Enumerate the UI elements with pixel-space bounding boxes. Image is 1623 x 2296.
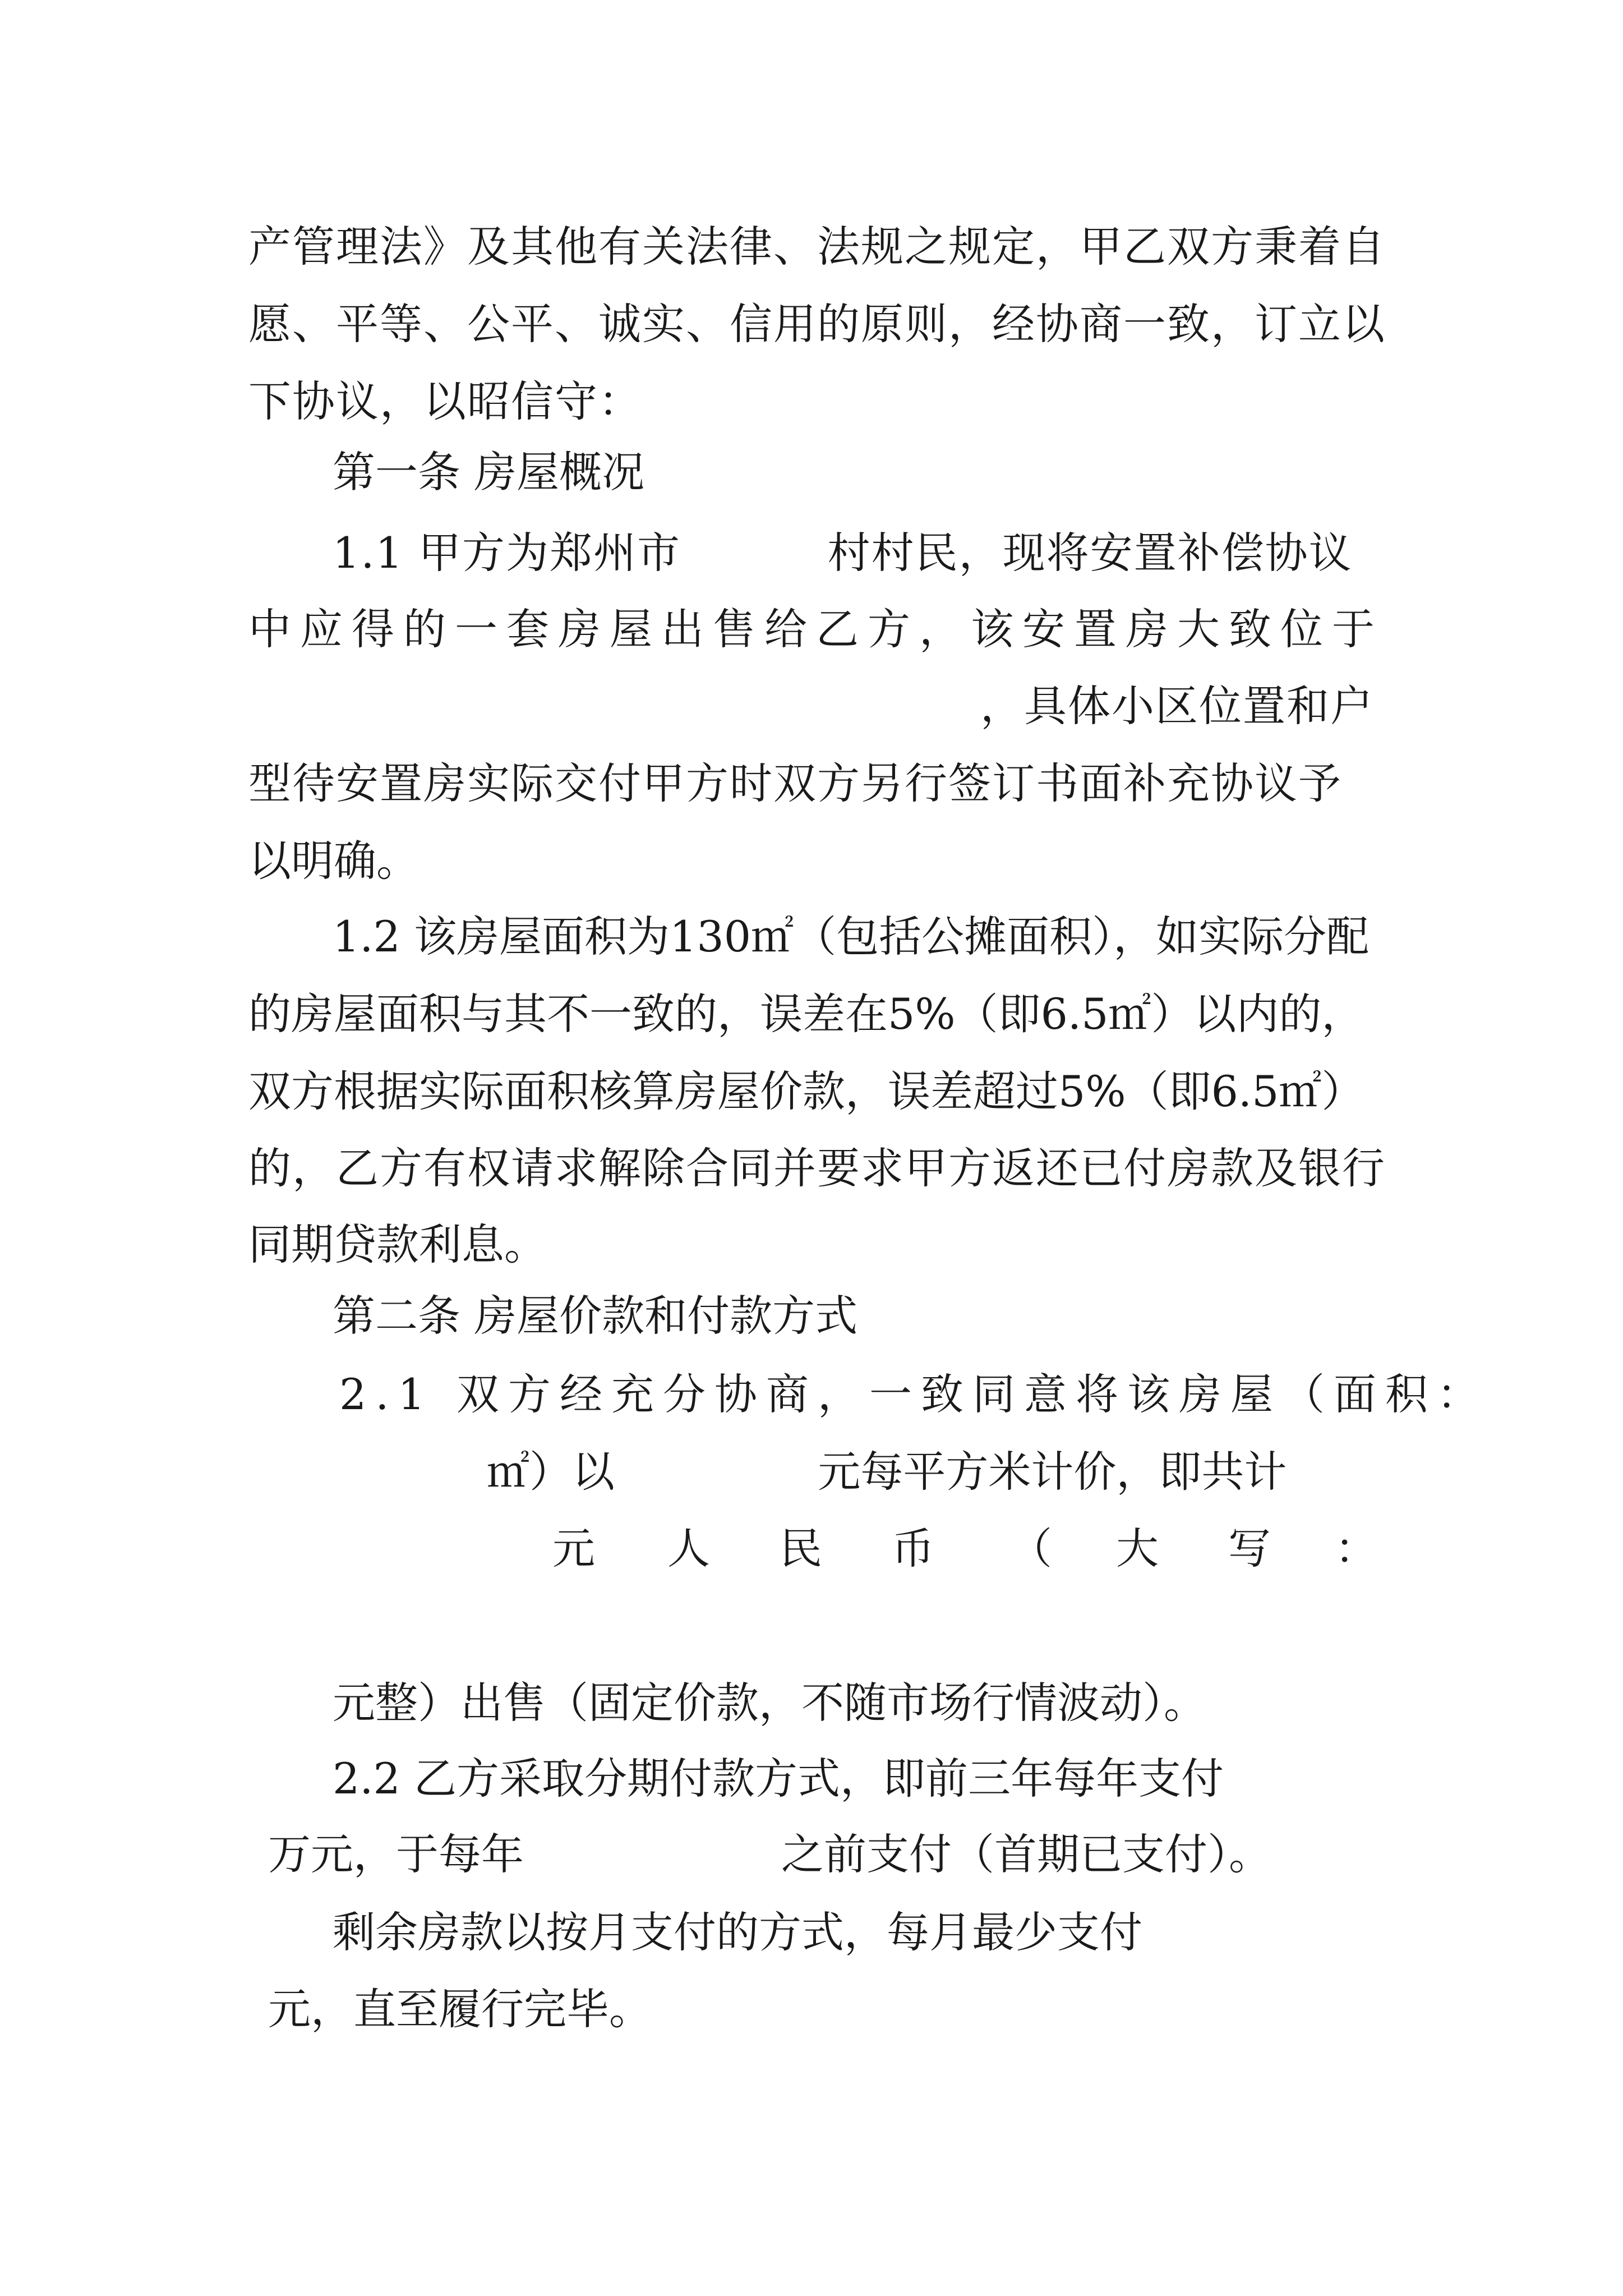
- text-line-17: ㎡）以 元每平方米计价，即共计: [487, 1447, 1287, 1497]
- section-heading-2: 第二条 房屋价款和付款方式: [333, 1291, 858, 1341]
- text-line-1: 产管理法》及其他有关法律、法规之规定，甲乙双方秉着自: [248, 222, 1386, 272]
- text-line-7: ，具体小区位置和户: [980, 681, 1374, 731]
- spread-char-6: 大: [1116, 1524, 1159, 1573]
- spread-char-5: （: [1009, 1524, 1052, 1573]
- text-line-21: 剩余房款以按月支付的方式，每月最少支付: [333, 1907, 1142, 1957]
- text-line-18: 元整）出售（固定价款，不随市场行情波动）。: [333, 1678, 1206, 1728]
- text-line-10: 1.2 该房屋面积为130㎡（包括公摊面积），如实际分配: [333, 912, 1370, 961]
- text-line-6: 中应得的一套房屋出售给乙方，该安置房大致位于: [248, 604, 1384, 654]
- spread-char-2: 人: [667, 1524, 710, 1573]
- text-line-19: 2.2 乙方采取分期付款方式，即前三年每年支付: [333, 1754, 1224, 1803]
- text-line-9: 以明确。: [248, 836, 419, 886]
- text-line-13: 的，乙方有权请求解除合同并要求甲方返还已付房款及银行: [248, 1143, 1386, 1193]
- text-line-12: 双方根据实际面积核算房屋价款，误差超过5%（即6.5㎡）: [248, 1066, 1364, 1116]
- spread-char-7: 写: [1228, 1524, 1271, 1573]
- text-line-11: 的房屋面积与其不一致的，误差在5%（即6.5㎡）以内的，: [248, 989, 1364, 1039]
- text-line-16: 2.1 双方经充分协商，一致同意将该房屋（面积：: [339, 1369, 1489, 1419]
- text-line-14: 同期贷款利息。: [248, 1220, 547, 1269]
- spread-char-8: ：: [1335, 1524, 1377, 1573]
- spread-char-3: 民: [780, 1524, 822, 1573]
- text-line-8: 型待安置房实际交付甲方时双方另行签订书面补充协议予: [248, 758, 1342, 808]
- spread-char-1: 元: [552, 1524, 595, 1573]
- text-line-20: 万元，于每年 之前支付（首期已支付）。: [268, 1829, 1272, 1879]
- text-line-2: 愿、平等、公平、诚实、信用的原则，经协商一致，订立以: [248, 299, 1386, 349]
- text-line-22: 元，直至履行完毕。: [268, 1984, 652, 2034]
- spread-char-4: 币: [892, 1524, 934, 1573]
- section-heading-1: 第一条 房屋概况: [333, 447, 645, 497]
- text-line-5: 1.1 甲方为郑州市 村村民，现将安置补偿协议: [333, 528, 1353, 578]
- text-line-3: 下协议，以昭信守：: [248, 376, 642, 426]
